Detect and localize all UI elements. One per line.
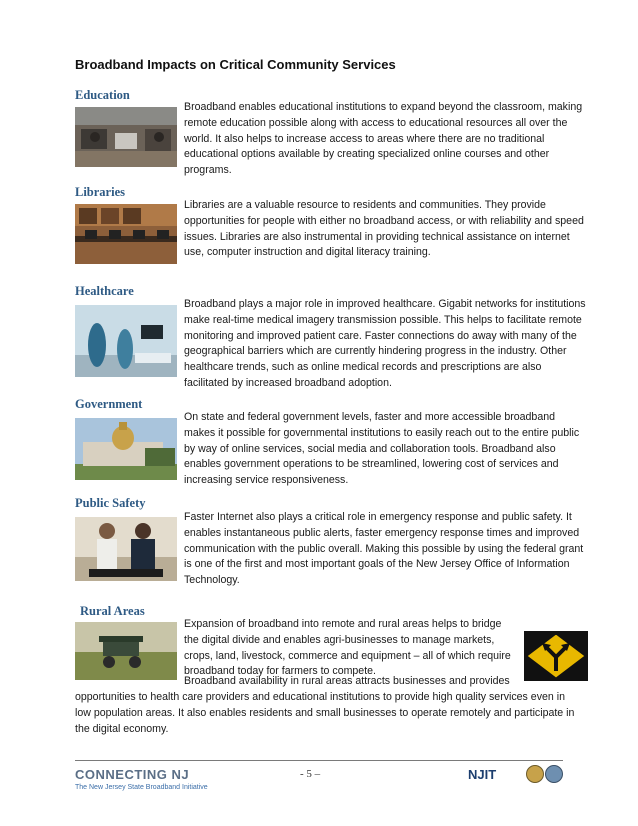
- footer-subtitle: The New Jersey State Broadband Initiative: [75, 784, 208, 791]
- section-text-rural-areas-continued: opportunities to health care providers and educational institutions to provide high quality services even in low population areas. It also enables residents and small businesses to operate remotely and participate in the digital economy.: [75, 691, 575, 735]
- government-photo: [75, 418, 177, 480]
- state-seal-icon: [526, 765, 544, 783]
- page-title: Broadband Impacts on Critical Community Services: [75, 57, 396, 72]
- section-heading-libraries: Libraries: [75, 185, 125, 199]
- rural-areas-photo: [75, 622, 177, 680]
- section-text-education: Broadband enables educational institutions to expand beyond the classroom, making remote education possible along with access to educational resources all over the world. It also helps to increase access to areas where there are no traditional educational options available by creating specialized online courses and other programs.: [184, 101, 583, 177]
- section-heading-education: Education: [75, 88, 130, 102]
- section-heading-government: Government: [75, 397, 143, 411]
- section-text-public-safety: Faster Internet also plays a critical role in emergency response and public safety. It enables instantaneous public alerts, faster emergency response times and improved communication with the public overall. Making this possible by using the federal grant is one of the first and most important goals of the New Jersey Office of Information Technology.: [184, 511, 584, 587]
- section-heading-healthcare: Healthcare: [75, 284, 134, 298]
- agency-seal-icon: [545, 765, 563, 783]
- public-safety-photo: [75, 517, 177, 581]
- connecting-nj-logo: CONNECTING NJ: [75, 767, 190, 782]
- section-text-libraries: Libraries are a valuable resource to residents and communities. They provide opportunities for people with either no broadband access, or with reliability and speed issues. Libraries are also instrumental in providing technical assistance on internet use, computer instruction and digital literacy training.: [184, 199, 584, 259]
- section-text-government: On state and federal government levels, faster and more accessible broadband makes it possible for governmental institutions to easily reach out to the entire public by way of online services, social media and collaboration tools. Broadband also enables government operations to be streamlined, lowering cost of services and increasing service responsiveness.: [184, 411, 580, 487]
- section-heading-public-safety: Public Safety: [75, 496, 146, 510]
- njit-logo: NJIT: [468, 767, 497, 782]
- section-text-rural-areas-continued-indent: Broadband availability in rural areas attracts businesses and provides: [184, 675, 510, 687]
- section-text-healthcare: Broadband plays a major role in improved healthcare. Gigabit networks for institutions make real-time medical imagery transmission possible. This helps to facilitate remote monitoring and improved patient care. Faster connections do away with many of the geographical barriers which are currently hindering progress in the industry. Other healthcare trends, such as online medical records and prescriptions are also facilitated by increased broadband adoption.: [184, 298, 586, 389]
- fork-road-sign-icon: [524, 631, 588, 681]
- footer-divider: [75, 760, 563, 761]
- section-heading-rural-areas: Rural Areas: [80, 604, 145, 618]
- education-photo: [75, 107, 177, 167]
- section-text-rural-areas: Expansion of broadband into remote and rural areas helps to bridge the digital divide and enables agri-businesses to manage markets, crops, land, livestock, commerce and equipment – all of which require broadband today for farmers to compete.: [184, 618, 511, 678]
- libraries-photo: [75, 204, 177, 264]
- page-number: - 5 –: [300, 768, 321, 780]
- healthcare-photo: [75, 305, 177, 377]
